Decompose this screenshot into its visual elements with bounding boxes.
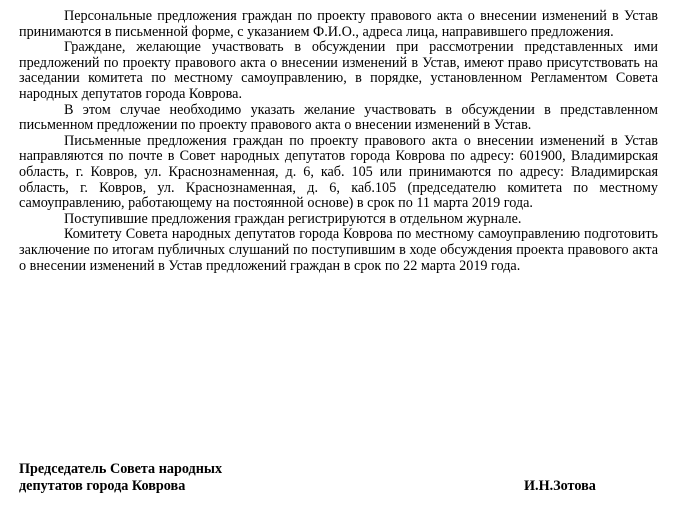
paragraph-participation-wish: В этом случае необходимо указать желание участвовать в обсуждении в представленном письменном предложении по проекту правового акта о внесении изменений в Устав. xyxy=(19,101,658,134)
paragraph-committee-conclusion: Комитету Совета народных депутатов города Коврова по местному самоуправлению подготовить заключение по итогам публичных слушаний по поступившим в ходе обсуждения проекта правового акта о внесении изменений в Устав предложений граждан в срок по 22 марта 2019 года. xyxy=(19,226,658,274)
paragraph-personal-proposals: Персональные предложения граждан по проекту правового акта о внесении изменений в Устав принимаются в письменной форме, с указанием Ф.И.О., адреса лица, направившего предложения. xyxy=(19,8,658,40)
signatory-title-line2: депутатов города Коврова xyxy=(19,478,186,494)
signatory-name: И.Н.Зотова xyxy=(524,478,596,494)
signature-block xyxy=(19,461,658,495)
document-body xyxy=(19,9,658,274)
paragraph-registration: Поступившие предложения граждан регистрируются в отдельном журнале. xyxy=(64,210,522,227)
paragraph-submission-address: Письменные предложения граждан по проекту правового акта о внесении изменений в Устав направляются по почте в Совет народных депутатов города Коврова по адресу: 601900, Владимирская область, г. Ковров, ул. Краснознаменная, д. 6, каб. 105 или принимаются по адресу: Владимирская область, г. Ковров, ул. Краснознаменная, д. 6, каб.105 (председателю комитета по местному самоуправлению, работающему на постоянной основе) в срок по 11 марта 2019 года. xyxy=(19,132,658,212)
signatory-title-line1: Председатель Совета народных xyxy=(19,461,223,477)
paragraph-participation-right: Граждане, желающие участвовать в обсуждении при рассмотрении представленных ими предложений по проекту правового акта о внесении изменений в Устав, имеют право присутствовать на заседании комитета по местному самоуправлению, в порядке, установленном Регламентом Совета народных депутатов города Коврова. xyxy=(19,39,658,102)
